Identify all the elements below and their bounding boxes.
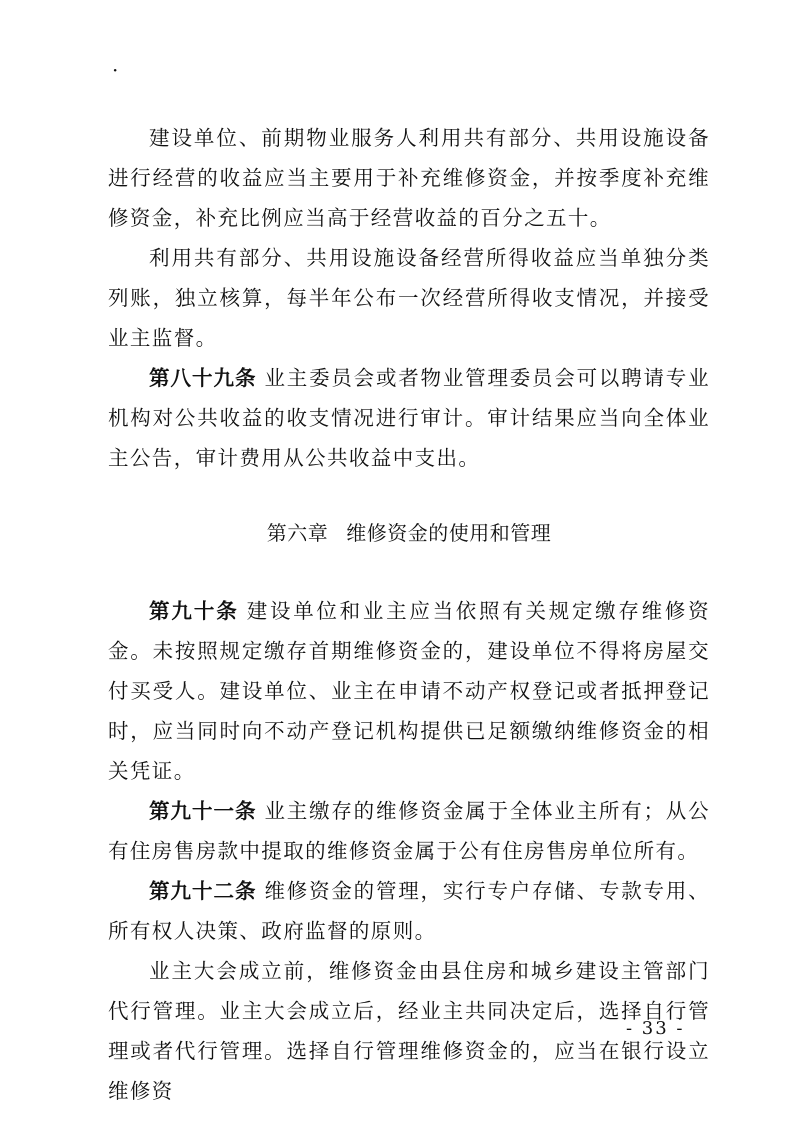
page-number: - 33 -	[626, 1018, 685, 1039]
article-91-heading: 第九十一条	[149, 799, 257, 823]
article-89	[108, 358, 710, 478]
chapter-heading	[108, 513, 710, 553]
article-90	[108, 591, 710, 791]
article-92	[108, 871, 710, 951]
article-89-text: 业主委员会或者物业管理委员会可以聘请专业机构对公共收益的收支情况进行审计。审计结果应当向全体业主公告，审计费用从公共收益中支出。	[108, 366, 711, 470]
paragraph-revenue-accounting: 利用共有部分、共用设施设备经营所得收益应当单独分类列账，独立核算，每半年公布一次经营所得收支情况，并接受业主监督。	[108, 246, 710, 350]
article-90-text: 建设单位和业主应当依照有关规定缴存维修资金。未按照规定缴存首期维修资金的，建设单位不得将房屋交付买受人。建设单位、业主在申请不动产权登记或者抵押登记时，应当同时向不动产登记机构提供已足额缴纳维修资金的相关凭证。	[108, 599, 711, 783]
chapter-title: 维修资金的使用和管理	[346, 521, 552, 545]
article-91	[108, 791, 710, 871]
paragraph-revenue-supplement: 建设单位、前期物业服务人利用共有部分、共用设施设备进行经营的收益应当主要用于补充维修资金，并按季度补充维修资金，补充比例应当高于经营收益的百分之五十。	[108, 126, 710, 230]
article-90-heading: 第九十条	[149, 599, 239, 623]
bullet-dot: ·	[112, 58, 119, 82]
chapter-number: 第六章	[266, 521, 329, 545]
article-91-text: 业主缴存的维修资金属于全体业主所有；从公有住房售房款中提取的维修资金属于公有住房售房单位所有。	[108, 799, 711, 863]
article-92-heading: 第九十二条	[149, 879, 257, 903]
document-body	[108, 118, 710, 1111]
article-89-heading: 第八十九条	[149, 366, 257, 390]
article-92-text: 维修资金的管理，实行专户存储、专款专用、所有权人决策、政府监督的原则。	[108, 879, 711, 943]
paragraph-fund-management: 业主大会成立前，维修资金由县住房和城乡建设主管部门代行管理。业主大会成立后，经业主共同决定后，选择自行管理或者代行管理。选择自行管理维修资金的，应当在银行设立维修资	[108, 959, 710, 1103]
